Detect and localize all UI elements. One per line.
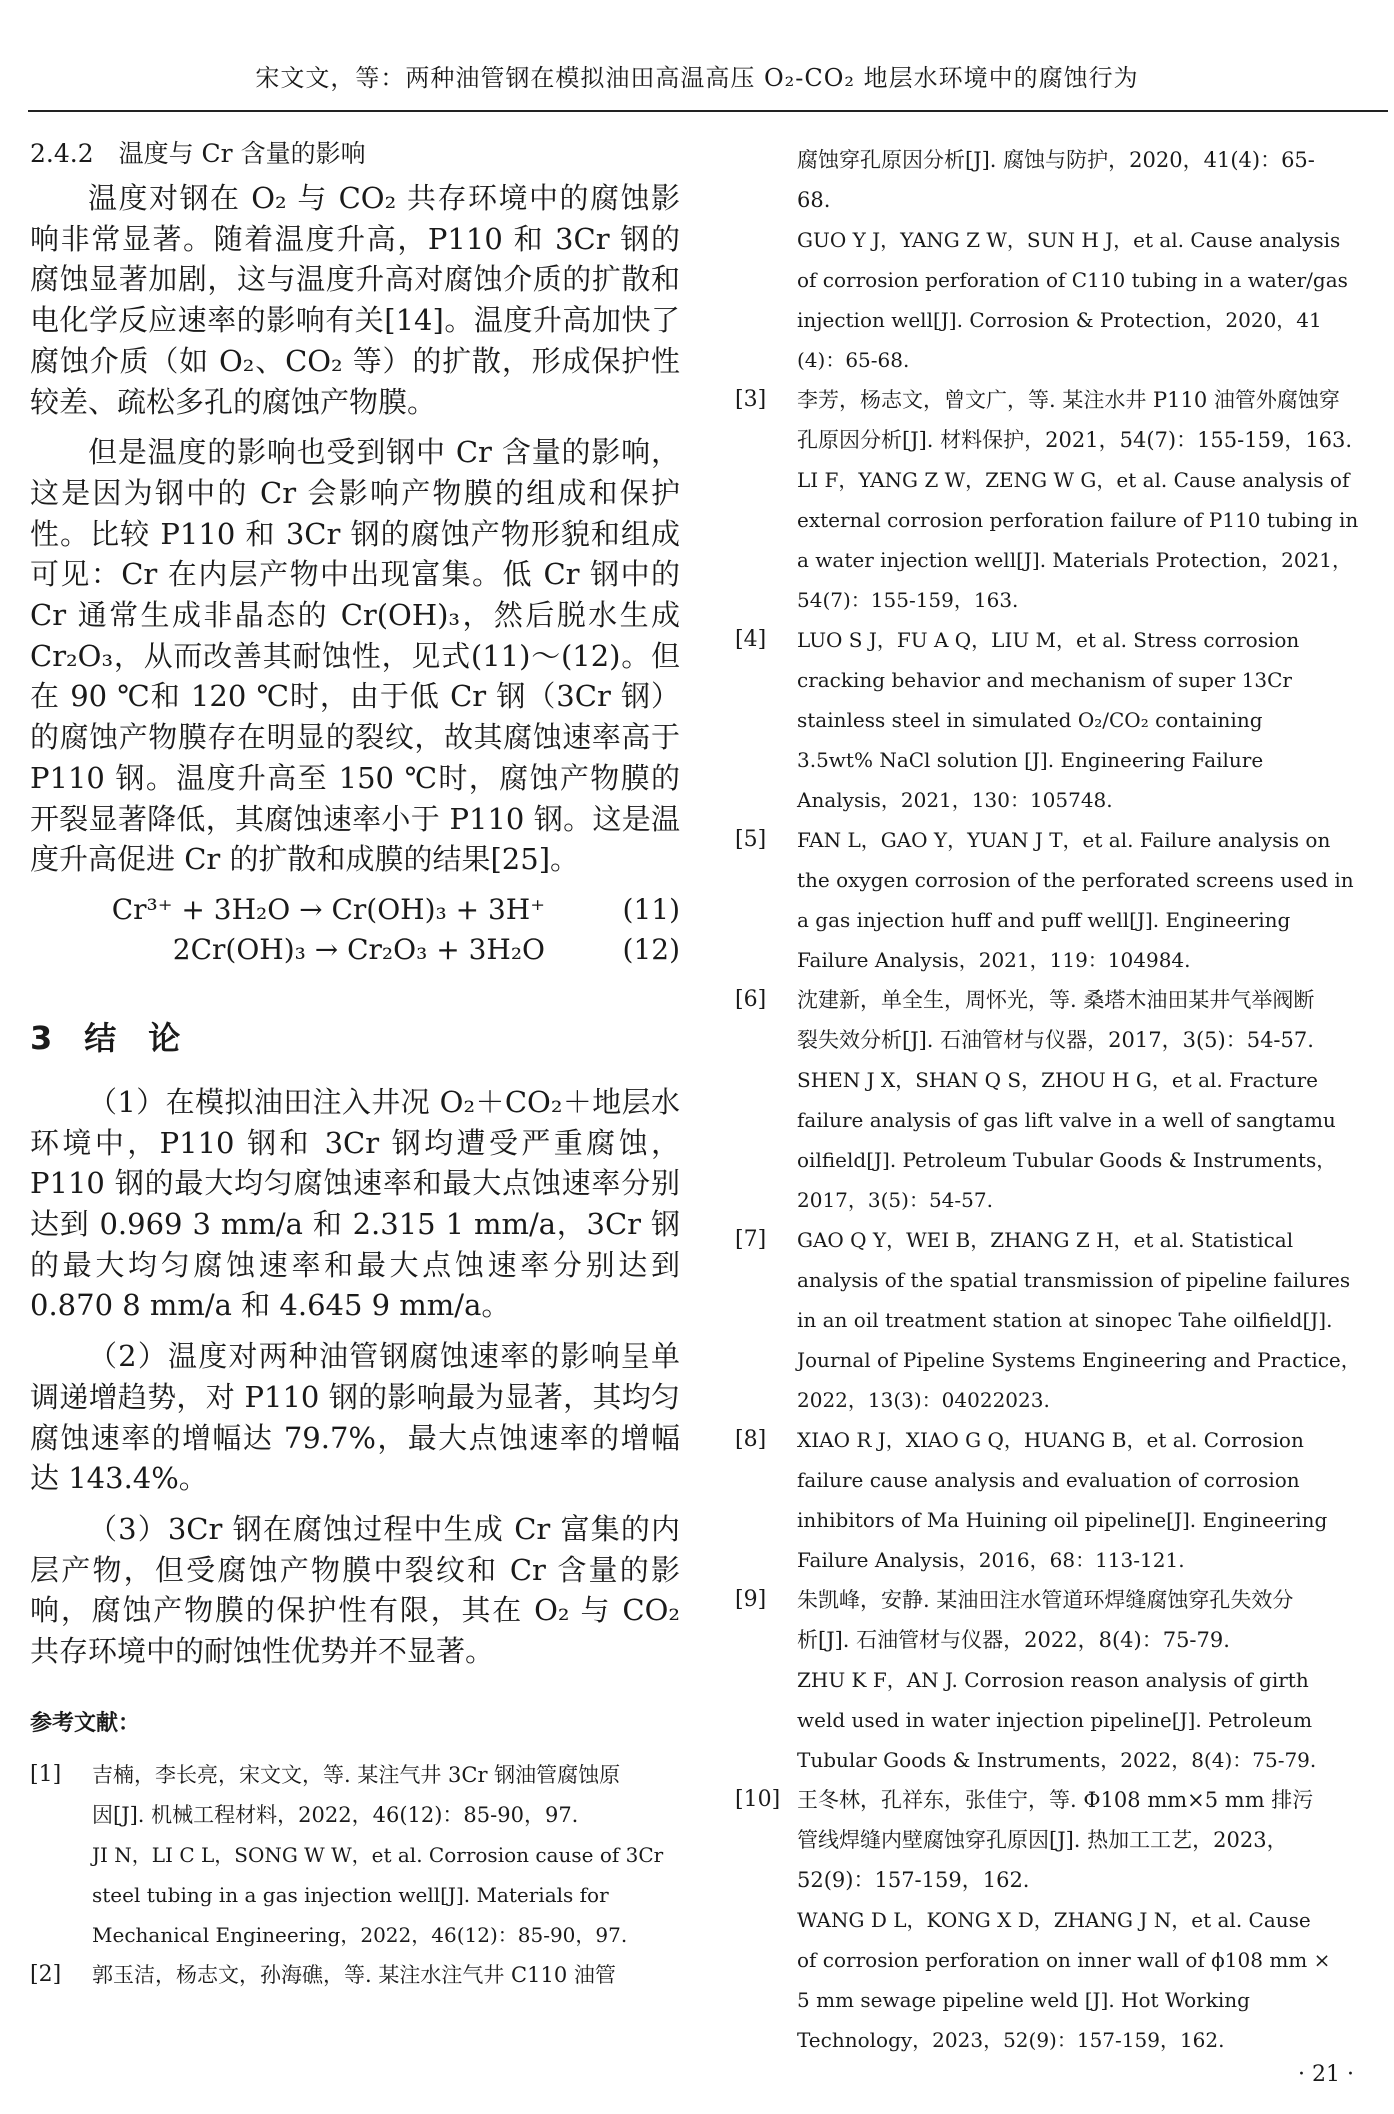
- reference-number: [6]: [735, 987, 767, 1012]
- reference-line: 朱凯峰，安静. 某油田注水管道环焊缝腐蚀穿孔失效分: [797, 1588, 1294, 1612]
- reference-line: 2022，13(3)：04022023.: [797, 1388, 1050, 1412]
- reference-line: stainless steel in simulated O₂/CO₂ containing: [797, 708, 1263, 732]
- reference-line: GUO Y J，YANG Z W，SUN H J，et al. Cause analysis: [797, 228, 1341, 252]
- reference-number: [8]: [735, 1427, 767, 1452]
- reference-line: Failure Analysis，2021，119：104984.: [797, 948, 1191, 972]
- reference-line: WANG D L，KONG X D，ZHANG J N，et al. Cause: [797, 1908, 1311, 1932]
- reference-line: GAO Q Y，WEI B，ZHANG Z H，et al. Statistical: [797, 1228, 1294, 1252]
- reference-number: [3]: [735, 387, 767, 412]
- equation-11: [30, 890, 680, 930]
- reference-number: [7]: [735, 1227, 767, 1252]
- reference-line: the oxygen corrosion of the perforated screens used in: [797, 868, 1354, 892]
- reference-line: FAN L，GAO Y，YUAN J T，et al. Failure analysis on: [797, 828, 1331, 852]
- reference-line: 腐蚀穿孔原因分析[J]. 腐蚀与防护，2020，41(4)：65-: [797, 148, 1315, 172]
- reference-line: 管线焊缝内壁腐蚀穿孔原因[J]. 热加工工艺，2023，: [797, 1828, 1288, 1852]
- equation-number: (11): [622, 892, 680, 926]
- reference-line: SHEN J X，SHAN Q S，ZHOU H G，et al. Fracture: [797, 1068, 1318, 1092]
- reference-item: [735, 820, 1385, 980]
- reference-line: analysis of the spatial transmission of pipeline failures: [797, 1268, 1351, 1292]
- reference-item: [30, 1755, 680, 1955]
- reference-line: of corrosion perforation on inner wall of ϕ108 mm ×: [797, 1948, 1331, 1972]
- references-heading: 参考文献：: [30, 1710, 141, 1736]
- running-head: 宋文文，等：两种油管钢在模拟油田高温高压 O₂-CO₂ 地层水环境中的腐蚀行为: [255, 64, 1139, 92]
- subsection-title: 2.4.2 温度与 Cr 含量的影响: [30, 139, 366, 168]
- reference-line: failure analysis of gas lift valve in a well of sangtamu: [797, 1108, 1336, 1132]
- reference-line: (4)：65-68.: [797, 348, 910, 372]
- reference-item: [735, 1220, 1385, 1420]
- reference-line: 54(7)：155-159，163.: [797, 588, 1019, 612]
- reference-line: 吉楠，李长亮，宋文文，等. 某注气井 3Cr 钢油管腐蚀原: [92, 1762, 621, 1787]
- reference-line: injection well[J]. Corrosion & Protection，2020，41: [797, 308, 1322, 332]
- reference-line: cracking behavior and mechanism of super 13Cr: [797, 668, 1292, 692]
- reference-number: [10]: [735, 1787, 781, 1812]
- reference-line: Technology，2023，52(9)：157-159，162.: [797, 2028, 1225, 2052]
- paragraph: 温度对钢在 O₂ 与 CO₂ 共存环境中的腐蚀影响非常显著。随着温度升高，P110 和 3Cr 钢的腐蚀显著加剧，这与温度升高对腐蚀介质的扩散和电化学反应速率的影响有关[14]。温度升高加快了腐蚀介质（如 O₂、CO₂ 等）的扩散，形成保护性较差、疏松多孔的腐蚀产物膜。: [30, 181, 680, 419]
- reference-line: external corrosion perforation failure of P110 tubing in: [797, 508, 1359, 532]
- reference-line: 因[J]. 机械工程材料，2022，46(12)：85-90，97.: [92, 1802, 579, 1827]
- reference-line: 王冬林，孔祥东，张佳宁，等. Φ108 mm×5 mm 排污: [797, 1788, 1314, 1812]
- reference-line: Analysis，2021，130：105748.: [797, 788, 1113, 812]
- reference-line: Tubular Goods & Instruments，2022，8(4)：75-79.: [797, 1748, 1317, 1772]
- reference-line: a water injection well[J]. Materials Protection，2021，: [797, 548, 1352, 572]
- reference-item: [735, 1780, 1385, 2060]
- reference-line: Journal of Pipeline Systems Engineering and Practice，: [797, 1348, 1361, 1372]
- reference-line: ZHU K F，AN J. Corrosion reason analysis of girth: [797, 1668, 1309, 1692]
- reference-line: 沈建新，单全生，周怀光，等. 桑塔木油田某井气举阀断: [797, 988, 1315, 1012]
- left-column: [30, 136, 680, 1995]
- reference-line: 5 mm sewage pipeline weld [J]. Hot Working: [797, 1988, 1250, 2012]
- reference-line: LUO S J，FU A Q，LIU M，et al. Stress corrosion: [797, 628, 1300, 652]
- reference-item: [735, 1420, 1385, 1580]
- header-rule: [28, 110, 1388, 112]
- equation-text: Cr³⁺ + 3H₂O → Cr(OH)₃ + 3H⁺: [111, 892, 545, 926]
- paragraph: 但是温度的影响也受到钢中 Cr 含量的影响，这是因为钢中的 Cr 会影响产物膜的组成和保护性。比较 P110 和 3Cr 钢的腐蚀产物形貌和组成可见：Cr 在内层产物中出现富集。低 Cr 钢中的 Cr 通常生成非晶态的 Cr(OH)₃，然后脱水生成 Cr₂O₃，从而改善其耐蚀性，见式(11)～(12)。但在 90 ℃和 120 ℃时，由于低 Cr 钢（3Cr 钢）的腐蚀产物膜存在明显的裂纹，故其腐蚀速率高于 P110 钢。温度升高至 150 ℃时，腐蚀产物膜的开裂显著降低，其腐蚀速率小于 P110 钢。这是温度升高促进 Cr 的扩散和成膜的结果[25]。: [30, 435, 680, 877]
- right-column: [735, 140, 1385, 2060]
- reference-number: [2]: [30, 1961, 62, 1987]
- reference-line: weld used in water injection pipeline[J]. Petroleum: [797, 1708, 1313, 1732]
- page-number: · 21 ·: [1298, 2062, 1354, 2087]
- reference-line: 3.5wt% NaCl solution [J]. Engineering Failure: [797, 748, 1264, 772]
- reference-line: 68.: [797, 188, 831, 212]
- reference-continuation: [735, 140, 1385, 380]
- reference-line: 李芳，杨志文，曾文广，等. 某注水井 P110 油管外腐蚀穿: [797, 388, 1340, 412]
- reference-line: XIAO R J，XIAO G Q，HUANG B，et al. Corrosion: [797, 1428, 1304, 1452]
- reference-line: oilfield[J]. Petroleum Tubular Goods & Instruments，: [797, 1148, 1337, 1172]
- reference-item: [30, 1955, 680, 1995]
- section-title: 3 结 论: [30, 1018, 181, 1057]
- reference-line: steel tubing in a gas injection well[J]. Materials for: [92, 1882, 609, 1907]
- reference-line: Failure Analysis，2016，68：113-121.: [797, 1548, 1185, 1572]
- reference-line: 52(9)：157-159，162.: [797, 1868, 1030, 1892]
- reference-line: LI F，YANG Z W，ZENG W G，et al. Cause analysis of: [797, 468, 1350, 492]
- reference-item: [735, 620, 1385, 820]
- reference-number: [9]: [735, 1587, 767, 1612]
- reference-line: failure cause analysis and evaluation of corrosion: [797, 1468, 1300, 1492]
- reference-line: 郭玉洁，杨志文，孙海礁，等. 某注水注气井 C110 油管: [92, 1962, 616, 1987]
- conclusion-1: （1）在模拟油田注入井况 O₂＋CO₂＋地层水环境中，P110 钢和 3Cr 钢均遭受严重腐蚀，P110 钢的最大均匀腐蚀速率和最大点蚀速率分别达到 0.969 3 mm/a 和 2.315 1 mm/a，3Cr 钢的最大均匀腐蚀速率和最大点蚀速率分别达到 0.870 8 mm/a 和 4.645 9 mm/a。: [30, 1084, 680, 1323]
- reference-number: [5]: [735, 827, 767, 852]
- reference-line: 析[J]. 石油管材与仪器，2022，8(4)：75-79.: [797, 1628, 1230, 1652]
- reference-line: 裂失效分析[J]. 石油管材与仪器，2017，3(5)：54-57.: [797, 1028, 1314, 1052]
- reference-line: Mechanical Engineering，2022，46(12)：85-90，97.: [92, 1922, 628, 1947]
- reference-item: [735, 980, 1385, 1220]
- equation-number: (12): [622, 932, 680, 966]
- reference-item: [735, 380, 1385, 620]
- reference-line: a gas injection huff and puff well[J]. Engineering: [797, 908, 1291, 932]
- conclusion-2: （2）温度对两种油管钢腐蚀速率的影响呈单调递增趋势，对 P110 钢的影响最为显著，其均匀腐蚀速率的增幅达 79.7%，最大点蚀速率的增幅达 143.4%。: [30, 1339, 680, 1496]
- conclusion-3: （3）3Cr 钢在腐蚀过程中生成 Cr 富集的内层产物，但受腐蚀产物膜中裂纹和 Cr 含量的影响，腐蚀产物膜的保护性有限，其在 O₂ 与 CO₂ 共存环境中的耐蚀性优势并不显著。: [30, 1511, 680, 1669]
- equation-text: 2Cr(OH)₃ → Cr₂O₃ + 3H₂O: [172, 932, 545, 966]
- equation-12: [30, 930, 680, 970]
- reference-line: JI N，LI C L，SONG W W，et al. Corrosion cause of 3Cr: [92, 1842, 664, 1867]
- reference-number: [4]: [735, 627, 767, 652]
- reference-item: [735, 1580, 1385, 1780]
- reference-line: in an oil treatment station at sinopec Tahe oilfield[J].: [797, 1308, 1333, 1332]
- reference-line: 2017，3(5)：54-57.: [797, 1188, 993, 1212]
- reference-line: of corrosion perforation of C110 tubing in a water/gas: [797, 268, 1348, 292]
- reference-line: inhibitors of Ma Huining oil pipeline[J]. Engineering: [797, 1508, 1328, 1532]
- reference-number: [1]: [30, 1761, 62, 1787]
- reference-line: 孔原因分析[J]. 材料保护，2021，54(7)：155-159，163.: [797, 428, 1353, 452]
